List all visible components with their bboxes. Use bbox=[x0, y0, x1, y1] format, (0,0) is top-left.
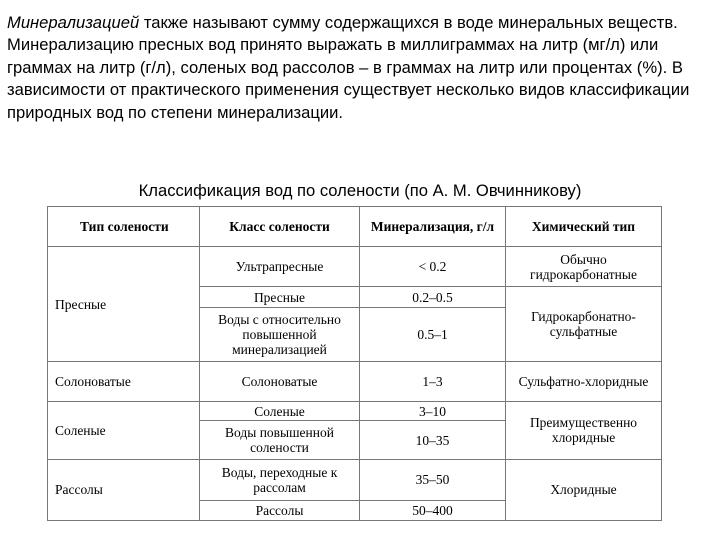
salinity-classification-table bbox=[47, 206, 662, 521]
table-row bbox=[48, 402, 662, 421]
type-cell: Рассолы bbox=[48, 459, 200, 520]
header-salinity-class: Класс солености bbox=[200, 207, 360, 247]
table-row bbox=[48, 362, 662, 402]
mineralization-cell: 10–35 bbox=[360, 421, 506, 460]
class-cell: Воды повышенной солености bbox=[200, 421, 360, 460]
table-header-row bbox=[48, 207, 662, 247]
header-salinity-type: Тип солености bbox=[48, 207, 200, 247]
type-cell: Пресные bbox=[48, 246, 200, 362]
class-cell: Пресные bbox=[200, 287, 360, 307]
class-cell: Солоноватые bbox=[200, 362, 360, 402]
table-row bbox=[48, 246, 662, 287]
mineralization-cell: 3–10 bbox=[360, 402, 506, 421]
mineralization-cell: < 0.2 bbox=[360, 246, 506, 287]
type-cell: Солоноватые bbox=[48, 362, 200, 402]
mineralization-cell: 1–3 bbox=[360, 362, 506, 402]
type-cell: Соленые bbox=[48, 402, 200, 460]
class-cell: Соленые bbox=[200, 402, 360, 421]
table-row bbox=[48, 459, 662, 500]
mineralization-cell: 50–400 bbox=[360, 500, 506, 520]
chem-type-cell: Гидрокарбонатно-сульфатные bbox=[506, 287, 662, 362]
intro-term: Минерализацией bbox=[7, 13, 140, 32]
class-cell: Рассолы bbox=[200, 500, 360, 520]
class-cell: Воды, переходные к рассолам bbox=[200, 459, 360, 500]
mineralization-cell: 0.2–0.5 bbox=[360, 287, 506, 307]
mineralization-cell: 0.5–1 bbox=[360, 307, 506, 362]
chem-type-cell: Преимущественно хлоридные bbox=[506, 402, 662, 460]
intro-text: также называют сумму содержащихся в воде минеральных веществ. Минерализацию пресных вод принято выражать в миллиграммах на литр (мг/л) или граммах на литр (г/л), соленых вод рассолов – в граммах на литр или процентах (%). В зависимости от практического применения существует несколько видов классификации природных вод по степени минерализации. bbox=[7, 13, 690, 122]
chem-type-cell: Хлоридные bbox=[506, 459, 662, 520]
mineralization-cell: 35–50 bbox=[360, 459, 506, 500]
chem-type-cell: Обычно гидрокарбонатные bbox=[506, 246, 662, 287]
header-chemical-type: Химический тип bbox=[506, 207, 662, 247]
class-cell: Воды с относительно повышенной минерализацией bbox=[200, 307, 360, 362]
class-cell: Ультрапресные bbox=[200, 246, 360, 287]
chem-type-cell: Сульфатно-хлоридные bbox=[506, 362, 662, 402]
header-mineralization: Минерализация, г/л bbox=[360, 207, 506, 247]
table-caption: Классификация вод по солености (по А. М. Овчинникову) bbox=[138, 181, 582, 200]
intro-paragraph bbox=[7, 12, 713, 124]
